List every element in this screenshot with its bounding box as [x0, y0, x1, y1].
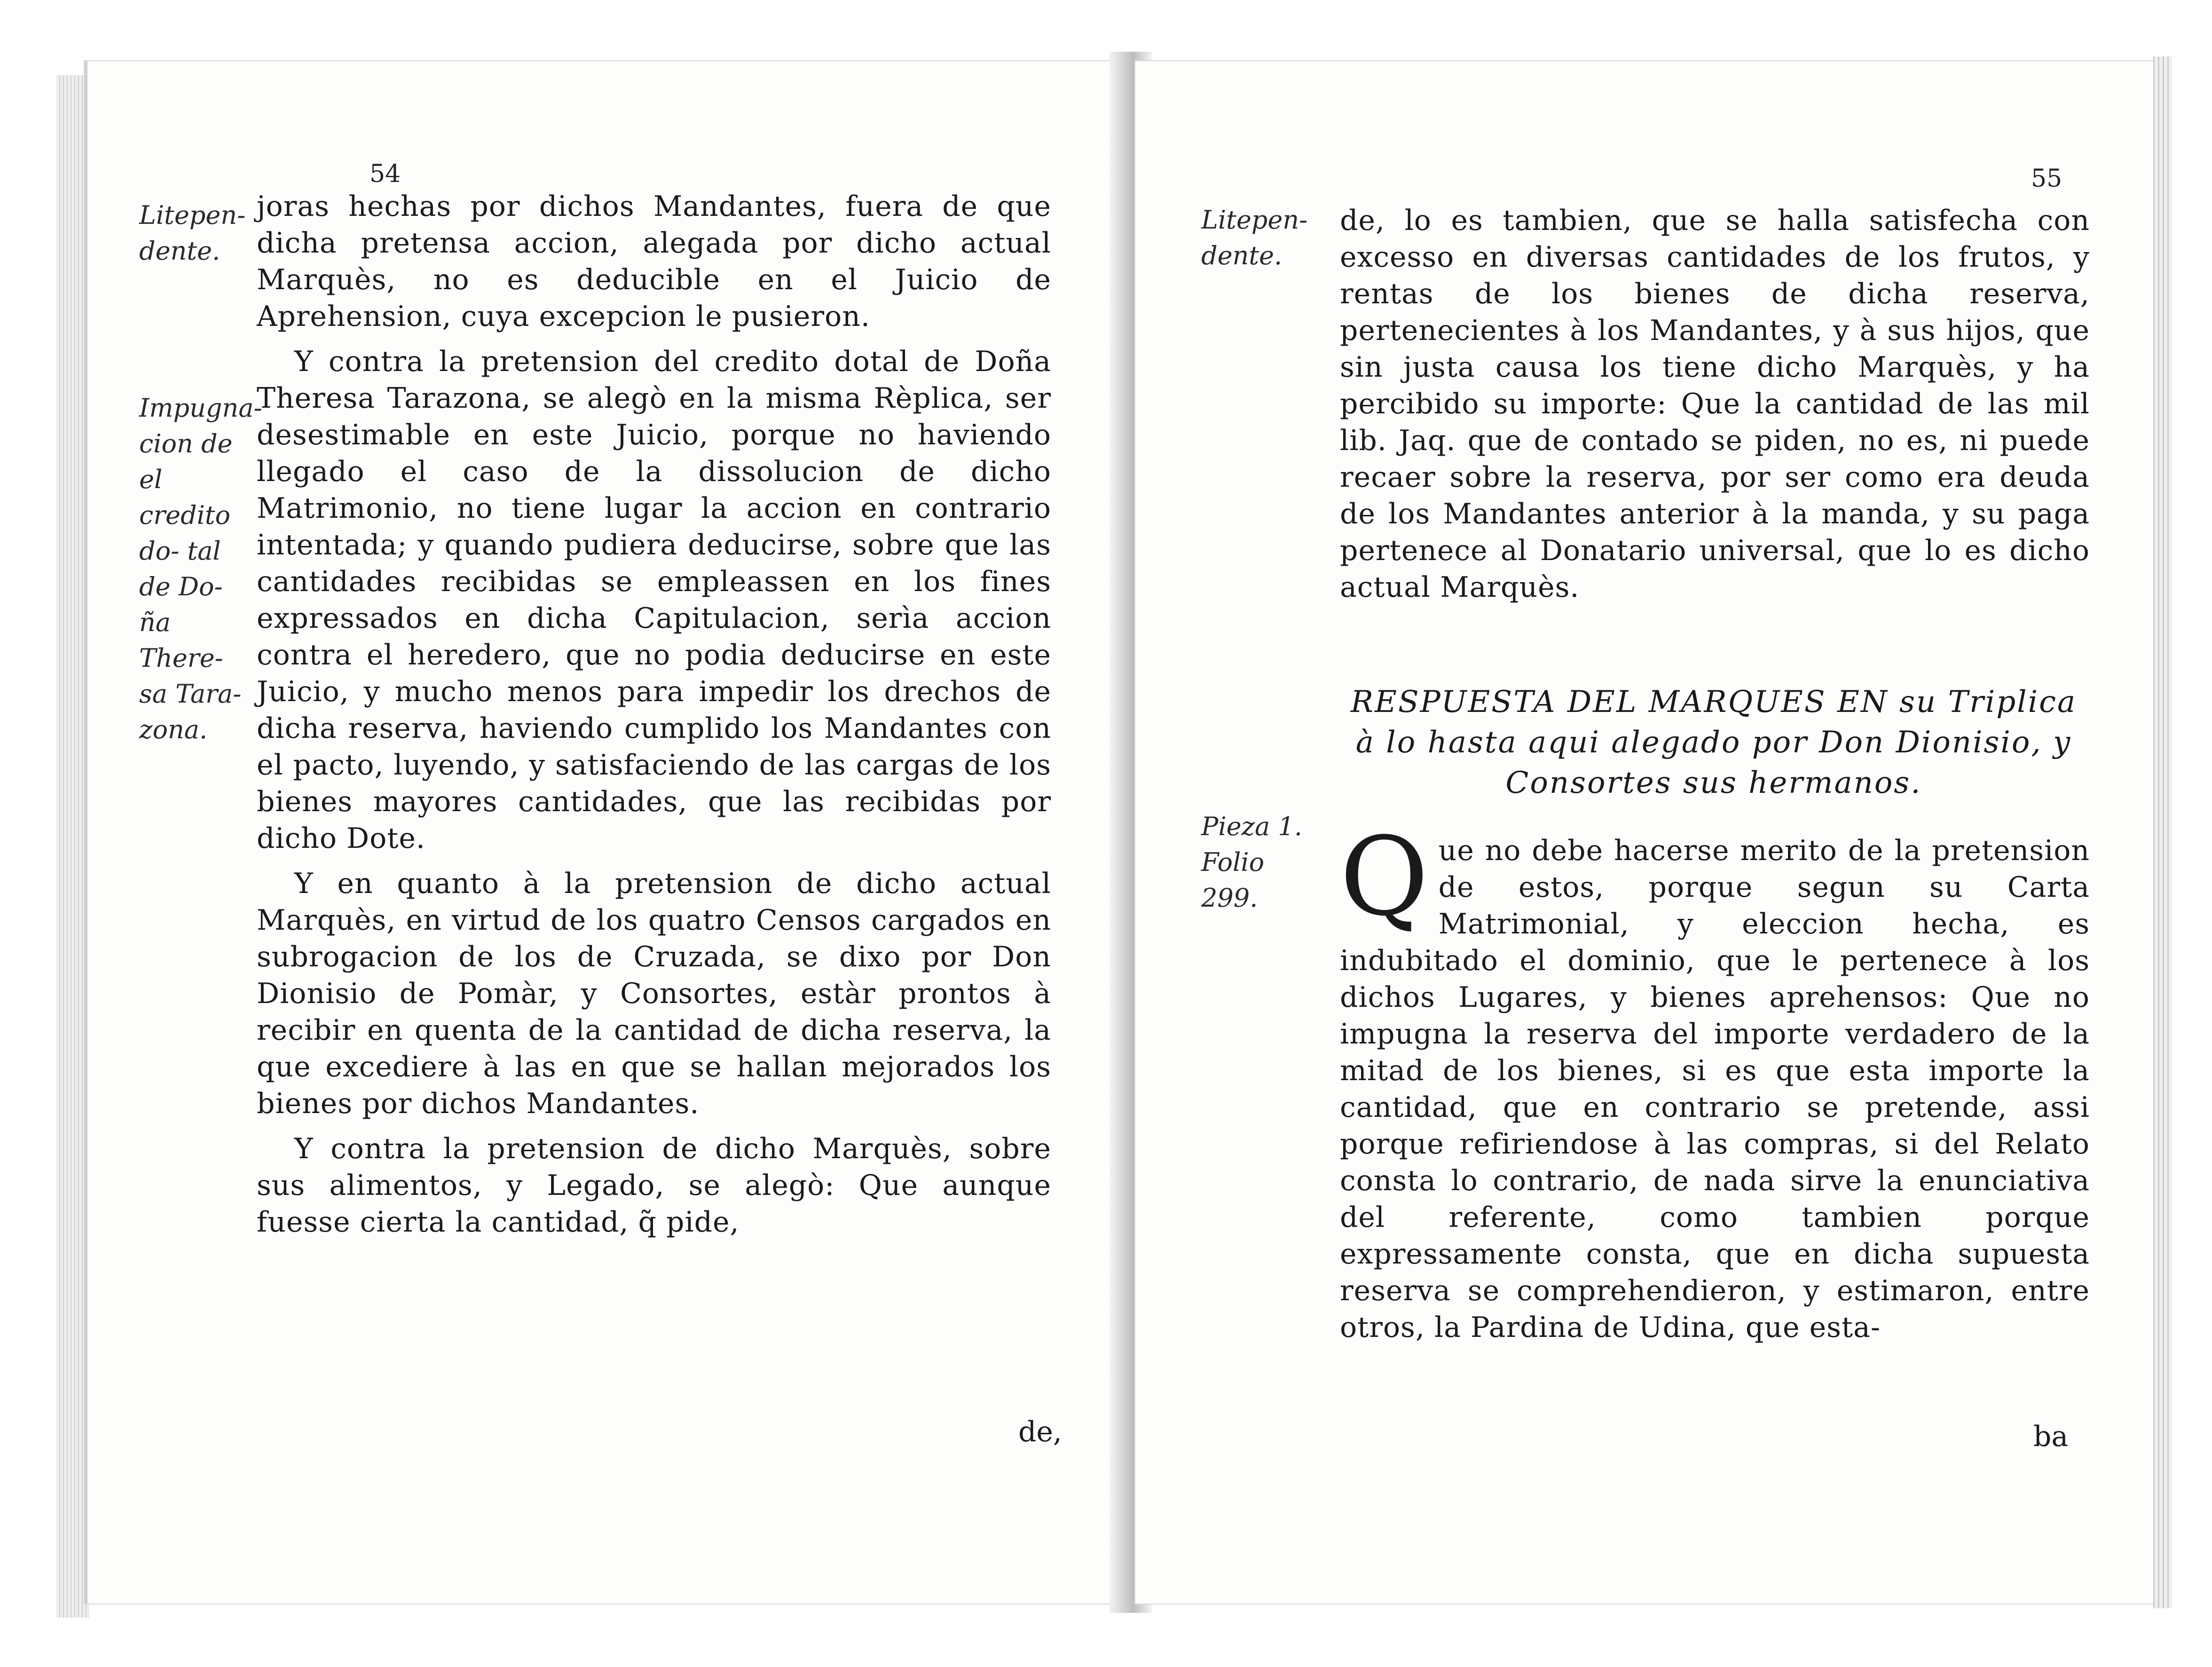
right-margin-note-pieza-folio: Pieza 1. Folio 299. — [1201, 812, 1302, 913]
left-page-number: 54 — [370, 160, 401, 188]
left-paragraph-2: Y contra la pretension del credito dotal de Doña Theresa Tarazona, se alegò en la misma Rèplica, ser desestimable en este Juicio, porque no haviendo llegado el caso de la dissolucion de dicho Matrimonio, no tiene lugar la accion en contrario intentada; y quando pudiera deducirse, sobre que las cantidades recibidas se empleassen en los fines expressados en dicha Capitulacion, serìa accion contra el heredero, que no podia deducirse en este Juicio, y mucho menos para impedir los drechos de dicha reserva, haviendo cumplido los Mandantes con el pacto, luyendo, y satisfaciendo de las cargas de los bienes mayores cantidades, que las recibidas por dicho Dote. — [257, 345, 1051, 855]
right-page-number: 55 — [2031, 165, 2062, 193]
left-paragraph-4: Y contra la pretension de dicho Marquès, sobre sus alimentos, y Legado, se alegò: Que aunque fuesse cierta la cantidad, q̃ pide, — [257, 1132, 1051, 1239]
right-text-column-top — [1340, 202, 2090, 614]
right-paragraph-1: de, lo es tambien, que se halla satisfecha con excesso en diversas cantidades de los frutos, y rentas de los bienes de dicha reserva, pertenecientes à los Mandantes, y à sus hijos, que sin justa causa los tiene dicho Marquès, y ha percibido su importe: Que la cantidad de las mil lib. Jaq. que de contado se piden, no es, ni puede recaer sobre la reserva, por ser como era deuda de los Mandantes anterior à la manda, y su paga pertenece al Donatario universal, que lo es dicho actual Marquès. — [1340, 204, 2090, 604]
left-margin-note-impugnacion: Impugna- cion de el credito do- tal de Do- ña There- sa Tara- zona. — [139, 393, 262, 744]
open-book — [28, 42, 2172, 1632]
left-catchword: de, — [1018, 1415, 1062, 1448]
right-paragraph-2-text: ue no debe hacerse merito de la pretension de estos, porque segun su Carta Matrimonial, y eleccion hecha, es indubitado el dominio, que le pertenece à los dichos Lugares, y bienes aprehensos: Que no impugna la reserva del importe verdadero de la mitad de los bienes, si es que esta importe la cantidad, que en contrario se pretende, assi porque refiriendose à las compras, si del Relato consta lo contrario, de nada sirve la enunciativa del referente, como tambien porque expressamente consta, que en dicha supuesta reserva se comprehendieron, y estimaron, entre otros, la Pardina de Udina, que esta- — [1340, 834, 2090, 1344]
left-page — [85, 61, 1122, 1604]
drop-cap: Q — [1340, 814, 1429, 940]
right-paragraph-2 — [1340, 814, 2090, 1346]
right-page-edges — [2153, 56, 2172, 1608]
right-page — [1135, 61, 2163, 1604]
left-margin-note-litependente: Litepen- dente. — [139, 200, 246, 266]
right-catchword: ba — [2033, 1420, 2069, 1453]
right-margin-note-litependente: Litepen- dente. — [1201, 205, 1308, 270]
left-paragraph-3: Y en quanto à la pretension de dicho actual Marquès, en virtud de los quatro Censos cargados en subrogacion de los de Cruzada, se dixo por Don Dionisio de Pomàr, y Consortes, estàr prontos à recibir en quenta de la cantidad de dicha reserva, la que excediere à las en que se hallan mejorados los bienes por dichos Mandantes. — [257, 867, 1051, 1120]
right-text-column-body — [1340, 814, 2090, 1354]
left-paragraph-1: joras hechas por dichos Mandantes, fuera de que dicha pretensa accion, alegada por dicho actual Marquès, no es deducible en el Juicio de Aprehension, cuya excepcion le pusieron. — [257, 190, 1051, 333]
left-text-column — [257, 188, 1051, 1249]
section-heading: RESPUESTA DEL MARQUES EN su Triplica à lo hasta aqui alegado por Don Dionisio, y Consortes sus hermanos. — [1350, 685, 2077, 800]
